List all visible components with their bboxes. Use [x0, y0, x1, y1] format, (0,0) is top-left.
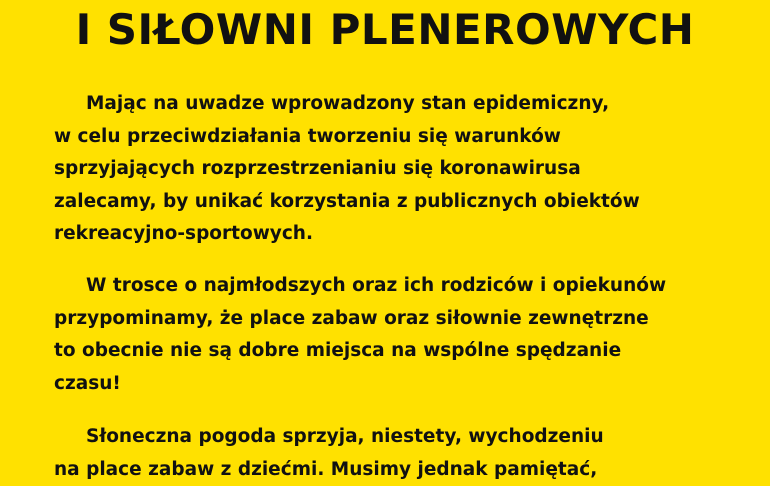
paragraph-epidemic-notice: [54, 88, 730, 251]
paragraph-line: na place zabaw z dziećmi. Musimy jednak pamiętać,: [54, 454, 730, 486]
paragraph-line: W trosce o najmłodszych oraz ich rodziców i opiekunów: [54, 270, 730, 303]
paragraph-line: czasu!: [54, 368, 730, 401]
paragraph-sunny-weather: [54, 421, 730, 486]
paragraph-line: przypominamy, że place zabaw oraz siłownie zewnętrzne: [54, 303, 730, 336]
paragraph-playground-reminder: [54, 270, 730, 400]
paragraph-line: rekreacyjno-sportowych.: [54, 218, 730, 251]
paragraph-line: Mając na uwadze wprowadzony stan epidemiczny,: [54, 88, 730, 121]
paragraph-line: sprzyjających rozprzestrzenianiu się koronawirusa: [54, 153, 730, 186]
paragraph-line: w celu przeciwdziałania tworzeniu się warunków: [54, 121, 730, 154]
paragraph-line: zalecamy, by unikać korzystania z publicznych obiektów: [54, 186, 730, 219]
page-title: I SIŁOWNI PLENEROWYCH: [0, 4, 770, 56]
paragraph-line: Słoneczna pogoda sprzyja, niestety, wychodzeniu: [54, 421, 730, 454]
paragraph-line: to obecnie nie są dobre miejsca na wspólne spędzanie: [54, 335, 730, 368]
